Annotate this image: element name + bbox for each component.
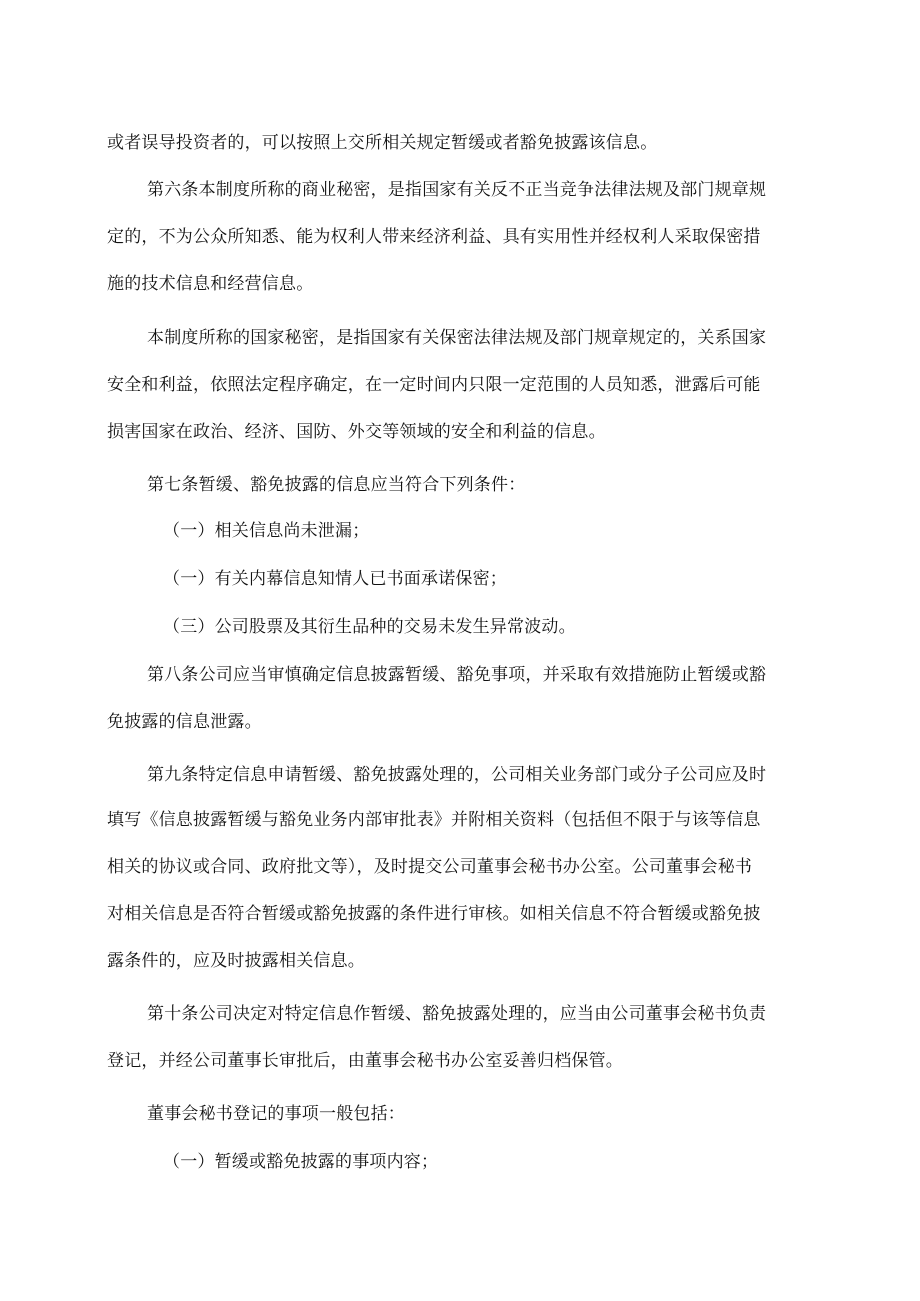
text-line-9: （一）相关信息尚未泄漏；	[163, 521, 370, 541]
text-line-7: 损害国家在政治、经济、国防、外交等领域的安全和利益的信息。	[107, 422, 606, 442]
text-line-3: 定的，不为公众所知悉、能为权利人带来经济利益、具有实用性并经权利人采取保密措	[107, 227, 761, 247]
text-line-12: 第八条公司应当审慎确定信息披露暂缓、豁免事项，并采取有效措施防止暂缓或豁	[147, 665, 767, 685]
text-line-17: 对相关信息是否符合暂缓或豁免披露的条件进行审核。如相关信息不符合暂缓或豁免披	[107, 904, 761, 924]
text-line-20: 登记，并经公司董事长审批后，由董事会秘书办公室妥善归档保管。	[107, 1051, 623, 1071]
text-line-1: 或者误导投资者的，可以按照上交所相关规定暂缓或者豁免披露该信息。	[107, 133, 658, 153]
text-line-18: 露条件的，应及时披露相关信息。	[107, 951, 365, 971]
text-line-19: 第十条公司决定对特定信息作暂缓、豁免披露处理的，应当由公司董事会秘书负责	[147, 1004, 767, 1024]
text-line-13: 免披露的信息泄露。	[107, 712, 262, 732]
text-line-14: 第九条特定信息申请暂缓、豁免披露处理的，公司相关业务部门或分子公司应及时	[147, 765, 767, 785]
text-line-5: 本制度所称的国家秘密，是指国家有关保密法律法规及部门规章规定的，关系国家	[147, 328, 767, 348]
text-line-21: 董事会秘书登记的事项一般包括：	[147, 1104, 405, 1124]
text-line-4: 施的技术信息和经营信息。	[107, 274, 314, 294]
text-line-8: 第七条暂缓、豁免披露的信息应当符合下列条件：	[147, 475, 526, 495]
text-line-11: （三）公司股票及其衍生品种的交易未发生异常波动。	[163, 617, 576, 637]
text-line-10: （一）有关内幕信息知情人已书面承诺保密；	[163, 569, 507, 589]
text-line-22: （一）暂缓或豁免披露的事项内容；	[163, 1152, 439, 1172]
text-line-2: 第六条本制度所称的商业秘密，是指国家有关反不正当竞争法律法规及部门规章规	[147, 180, 767, 200]
text-line-15: 填写《信息披露暂缓与豁免业务内部审批表》并附相关资料（包括但不限于与该等信息	[107, 810, 761, 830]
text-line-6: 安全和利益，依照法定程序确定，在一定时间内只限一定范围的人员知悉，泄露后可能	[107, 375, 761, 395]
text-line-16: 相关的协议或合同、政府批文等），及时提交公司董事会秘书办公室。公司董事会秘书	[107, 857, 753, 877]
